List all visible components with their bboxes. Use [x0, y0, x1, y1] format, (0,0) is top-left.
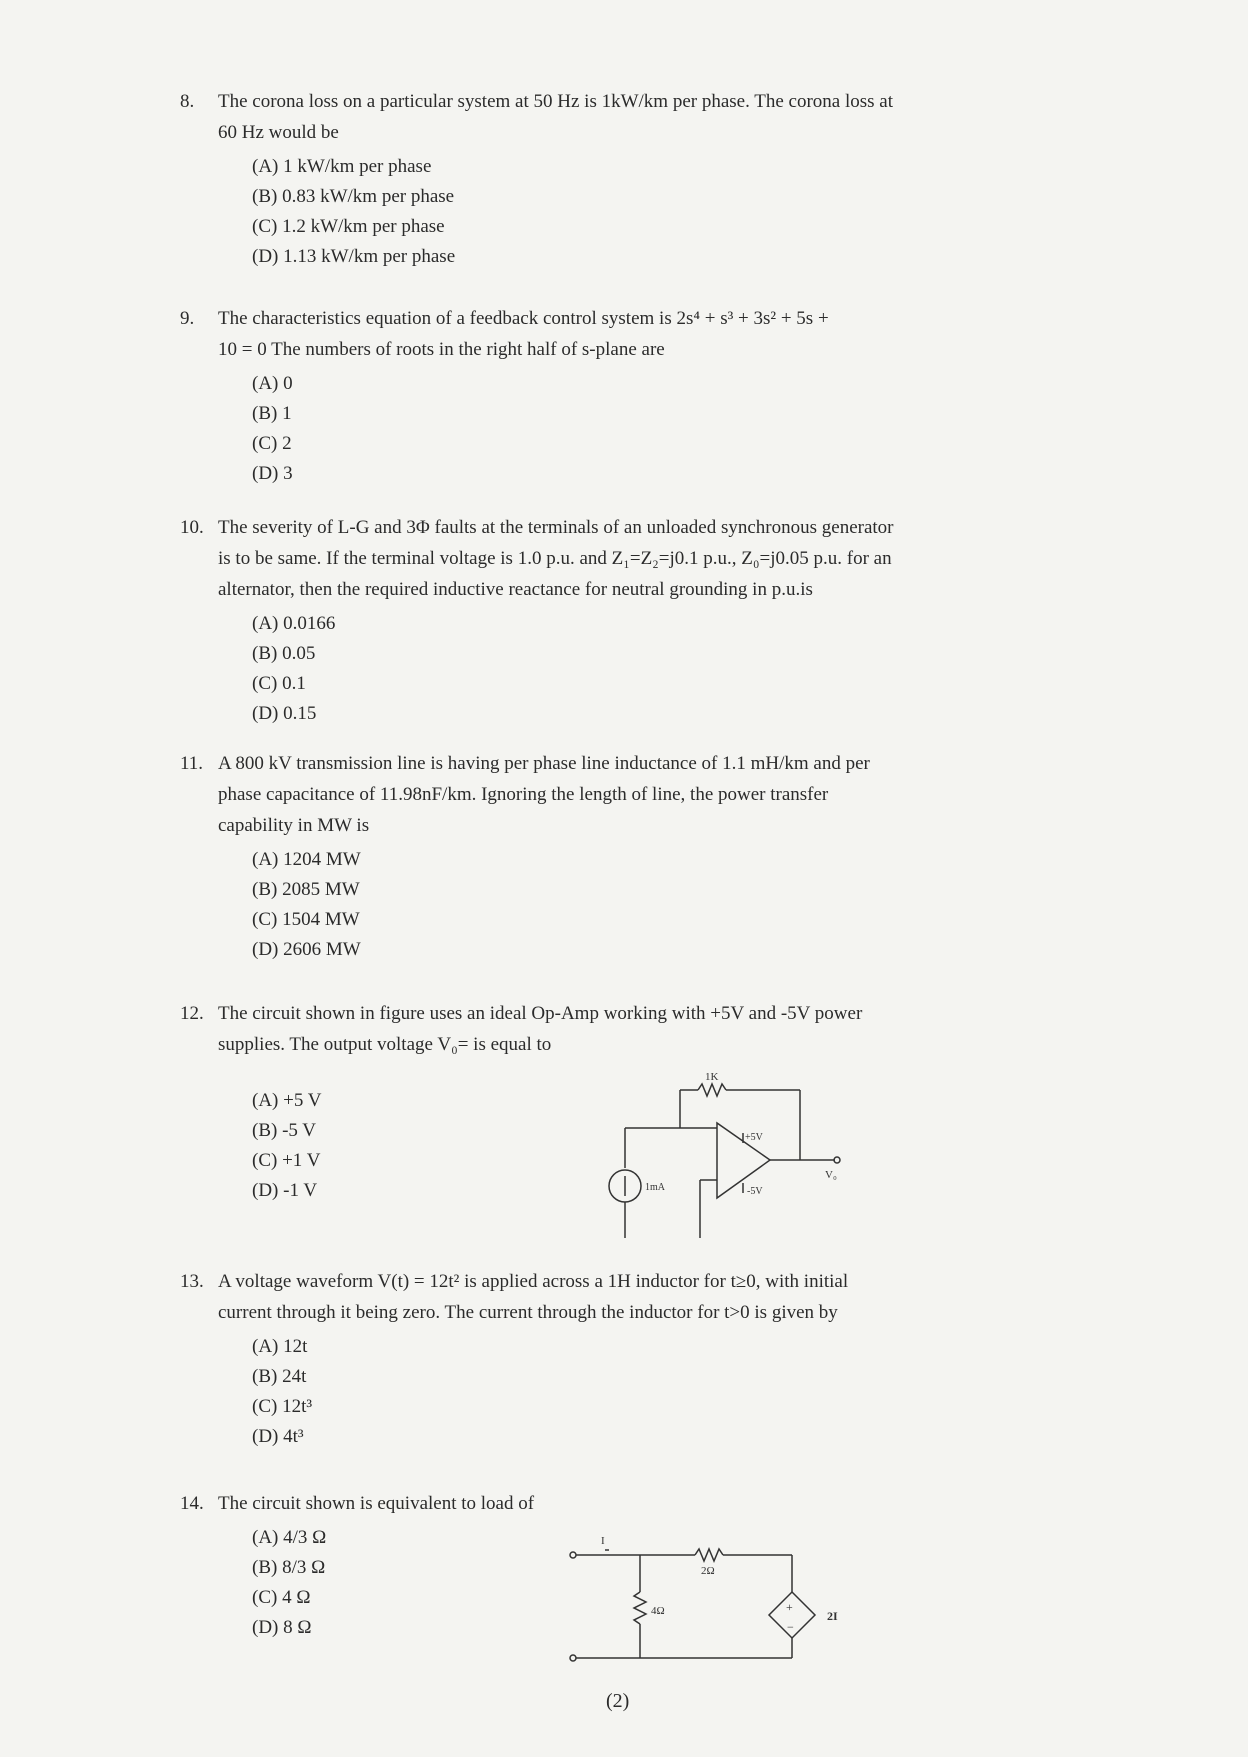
- feedback-resistor: [698, 1084, 726, 1096]
- question-number: 14.: [180, 1493, 204, 1514]
- resistor-label: 1K: [705, 1071, 719, 1083]
- options-list: [180, 845, 1080, 965]
- question-number: 12.: [180, 1003, 204, 1024]
- option-c: (C) +1 V: [252, 1150, 321, 1171]
- series-resistor-label: 2Ω: [701, 1565, 715, 1577]
- option-a: (A) 0.0166: [252, 613, 336, 634]
- option-d: (D) 4t³: [252, 1426, 304, 1447]
- load-circuit-figure: [565, 1530, 865, 1670]
- options-list: [180, 609, 1080, 729]
- option-b: (B) 24t: [252, 1366, 307, 1387]
- option-c: (C) 4 Ω: [252, 1587, 311, 1608]
- option-a: (A) 0: [252, 373, 293, 394]
- question-text: The circuit shown is equivalent to load of: [218, 1493, 535, 1514]
- option-a: (A) 4/3 Ω: [252, 1527, 327, 1548]
- question-text: A 800 kV transmission line is having per phase line inductance of 1.1 mH/km and per: [218, 753, 870, 774]
- question-text: current through it being zero. The current through the inductor for t>0 is given by: [218, 1302, 838, 1323]
- question-text: The characteristics equation of a feedback control system is 2s⁴ + s³ + 3s² + 5s +: [218, 308, 829, 329]
- question-text: phase capacitance of 11.98nF/km. Ignoring the length of line, the power transfer: [218, 784, 829, 805]
- option-a: (A) 1 kW/km per phase: [252, 156, 432, 177]
- option-b: (B) -5 V: [252, 1120, 317, 1141]
- option-c: (C) 2: [252, 433, 292, 454]
- options-list: [180, 369, 1080, 489]
- question-11: [180, 748, 1080, 965]
- option-a: (A) +5 V: [252, 1090, 322, 1111]
- option-c: (C) 1.2 kW/km per phase: [252, 216, 445, 237]
- question-text: is to be same. If the terminal voltage is 1.0 p.u. and Z₁=Z₂=j0.1 p.u., Z₀=j0.05 p.u. for an: [218, 548, 892, 569]
- question-text: capability in MW is: [218, 815, 370, 836]
- option-d: (D) 3: [252, 463, 293, 484]
- option-d: (D) 0.15: [252, 703, 317, 724]
- question-text: supplies. The output voltage V₀= is equal to: [218, 1034, 552, 1055]
- option-d: (D) -1 V: [252, 1180, 318, 1201]
- question-13: [180, 1266, 1080, 1452]
- option-c: (C) 0.1: [252, 673, 306, 694]
- dependent-source-label: 2I: [827, 1609, 838, 1623]
- option-a: (A) 1204 MW: [252, 849, 361, 870]
- option-b: (B) 2085 MW: [252, 879, 360, 900]
- question-text: alternator, then the required inductive reactance for neutral grounding in p.u.is: [218, 579, 813, 600]
- option-d: (D) 2606 MW: [252, 939, 361, 960]
- page-number: (2): [606, 1690, 630, 1712]
- question-8: [180, 86, 1080, 272]
- output-label: V₀: [825, 1169, 837, 1181]
- options-list: [180, 152, 1080, 272]
- current-label: I: [601, 1535, 605, 1547]
- svg-text:−: −: [787, 1620, 794, 1634]
- option-b: (B) 1: [252, 403, 292, 424]
- question-text: 10 = 0 The numbers of roots in the right half of s-plane are: [218, 339, 665, 360]
- question-number: 9.: [180, 308, 195, 329]
- question-text: The severity of L-G and 3Φ faults at the terminals of an unloaded synchronous generator: [218, 517, 894, 538]
- source-label: 1mA: [645, 1182, 665, 1193]
- question-text: A voltage waveform V(t) = 12t² is applied across a 1H inductor for t≥0, with initial: [218, 1271, 849, 1292]
- svg-text:+: +: [786, 1600, 793, 1614]
- option-c: (C) 12t³: [252, 1396, 313, 1417]
- shunt-resistor: [634, 1592, 646, 1624]
- question-text: The circuit shown in figure uses an ideal Op-Amp working with +5V and -5V power: [218, 1003, 863, 1024]
- option-d: (D) 1.13 kW/km per phase: [252, 246, 456, 267]
- option-b: (B) 8/3 Ω: [252, 1557, 326, 1578]
- question-10: [180, 512, 1080, 729]
- series-resistor: [695, 1549, 723, 1561]
- options-list: [180, 1332, 1080, 1452]
- question-number: 8.: [180, 91, 195, 112]
- option-d: (D) 8 Ω: [252, 1617, 312, 1638]
- option-a: (A) 12t: [252, 1336, 308, 1357]
- opamp-circuit-figure: [595, 1068, 855, 1248]
- question-number: 11.: [180, 753, 204, 774]
- vneg-label: -5V: [747, 1186, 763, 1197]
- question-text: The corona loss on a particular system at 50 Hz is 1kW/km per phase. The corona loss at: [218, 91, 894, 112]
- vpos-label: +5V: [745, 1132, 763, 1143]
- question-9: [180, 303, 1080, 489]
- question-number: 13.: [180, 1271, 204, 1292]
- option-b: (B) 0.83 kW/km per phase: [252, 186, 455, 207]
- question-number: 10.: [180, 517, 204, 538]
- question-text: 60 Hz would be: [218, 122, 339, 143]
- option-b: (B) 0.05: [252, 643, 316, 664]
- option-c: (C) 1504 MW: [252, 909, 360, 930]
- shunt-resistor-label: 4Ω: [651, 1605, 665, 1617]
